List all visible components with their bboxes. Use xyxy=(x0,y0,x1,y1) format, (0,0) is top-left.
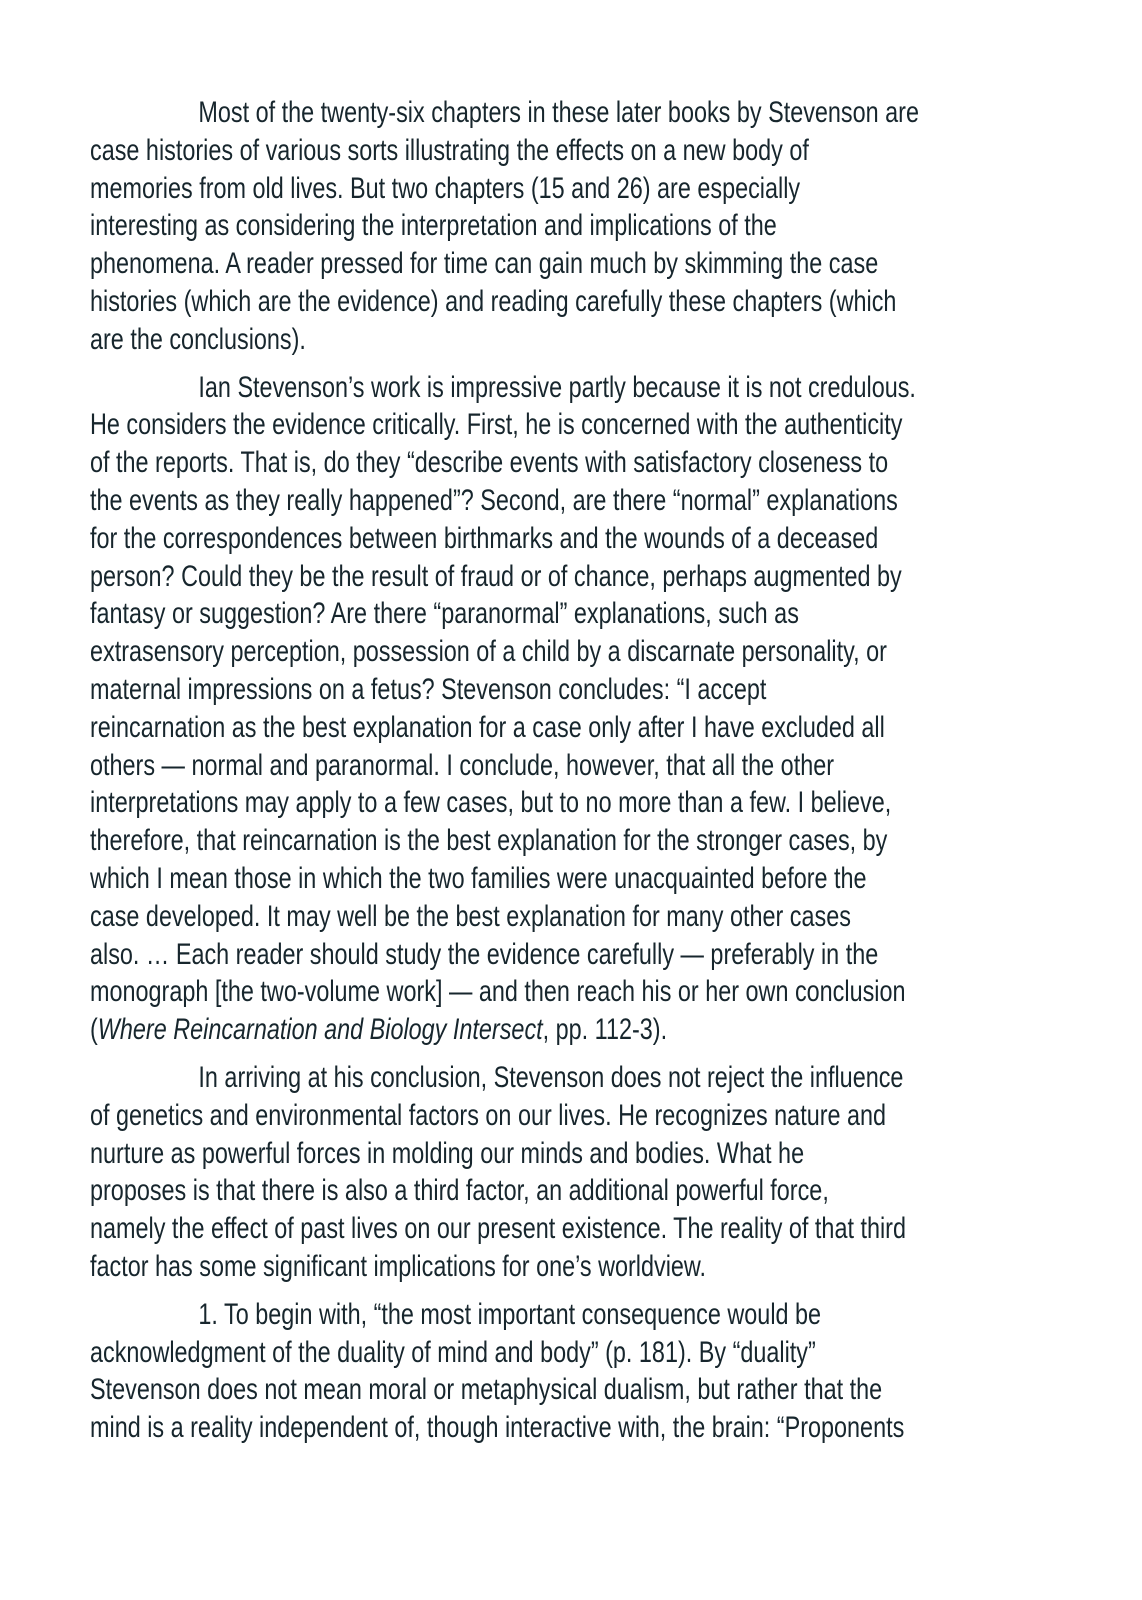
text-line: extrasensory perception, possession of a child by a discarnate personality, or xyxy=(90,635,887,669)
text-line: maternal impressions on a fetus? Stevenson concludes: “I accept xyxy=(90,672,767,706)
text-line: fantasy or suggestion? Are there “paranormal” explanations, such as xyxy=(90,597,799,631)
text-line: memories from old lives. But two chapters (15 and 26) are especially xyxy=(90,171,801,205)
text-line: interpretations may apply to a few cases, but to no more than a few. I believe, xyxy=(90,786,892,820)
text-line: acknowledgment of the duality of mind and body” (p. 181). By “duality” xyxy=(90,1335,816,1369)
book-title: Where Reincarnation and Biology Intersect xyxy=(97,1013,543,1047)
text-line: of the reports. That is, do they “describe events with satisfactory closeness to xyxy=(90,446,889,480)
text-line: also. … Each reader should study the evidence carefully — preferably in the xyxy=(90,937,879,971)
text-line: others — normal and paranormal. I conclude, however, that all the other xyxy=(90,748,835,782)
text-line: proposes is that there is also a third factor, an additional powerful force, xyxy=(90,1174,829,1208)
text-line: case developed. It may well be the best explanation for many other cases xyxy=(90,899,851,933)
text-line: person? Could they be the result of fraud or of chance, perhaps augmented by xyxy=(90,559,902,593)
text-line: Ian Stevenson’s work is impressive partly because it is not credulous. xyxy=(198,370,916,404)
text-line: phenomena. A reader pressed for time can gain much by skimming the case xyxy=(90,247,879,281)
text-line: namely the effect of past lives on our present existence. The reality of that third xyxy=(90,1212,906,1246)
paragraph xyxy=(90,1296,1050,1447)
document-page xyxy=(90,94,1050,1457)
text-line: interesting as considering the interpretation and implications of the xyxy=(90,209,777,243)
text-line: mind is a reality independent of, though interactive with, the brain: “Proponents xyxy=(90,1411,905,1445)
text-line: case histories of various sorts illustrating the effects on a new body of xyxy=(90,133,809,167)
text-line: Stevenson does not mean moral or metaphysical dualism, but rather that the xyxy=(90,1373,883,1407)
paragraph xyxy=(90,1059,1050,1286)
text-line: Most of the twenty-six chapters in these later books by Stevenson are xyxy=(198,96,919,129)
text-line: therefore, that reincarnation is the best explanation for the stronger cases, by xyxy=(90,824,888,858)
citation-text: ( xyxy=(90,1013,98,1047)
text-line: histories (which are the evidence) and reading carefully these chapters (which xyxy=(90,284,897,318)
citation-line xyxy=(90,1011,839,1049)
text-line: reincarnation as the best explanation for a case only after I have excluded all xyxy=(90,710,885,744)
text-line: monograph [the two-volume work] — and then reach his or her own conclusion xyxy=(90,975,906,1009)
text-line: 1. To begin with, “the most important consequence would be xyxy=(198,1297,822,1331)
text-line: of genetics and environmental factors on our lives. He recognizes nature and xyxy=(90,1098,887,1132)
text-line: He considers the evidence critically. First, he is concerned with the authenticity xyxy=(90,408,903,442)
text-line: In arriving at his conclusion, Stevenson does not reject the influence xyxy=(198,1060,904,1094)
text-line: which I mean those in which the two families were unacquainted before the xyxy=(90,861,867,895)
citation-text: , pp. 112-3). xyxy=(542,1013,668,1047)
text-line: nurture as powerful forces in molding our minds and bodies. What he xyxy=(90,1136,805,1170)
text-line: the events as they really happened”? Second, are there “normal” explanations xyxy=(90,483,898,517)
paragraph xyxy=(90,94,1050,359)
text-line: factor has some significant implications for one’s worldview. xyxy=(90,1249,707,1283)
text-line: for the correspondences between birthmarks and the wounds of a deceased xyxy=(90,521,879,555)
text-line: are the conclusions). xyxy=(90,322,306,356)
paragraph xyxy=(90,369,1050,1049)
